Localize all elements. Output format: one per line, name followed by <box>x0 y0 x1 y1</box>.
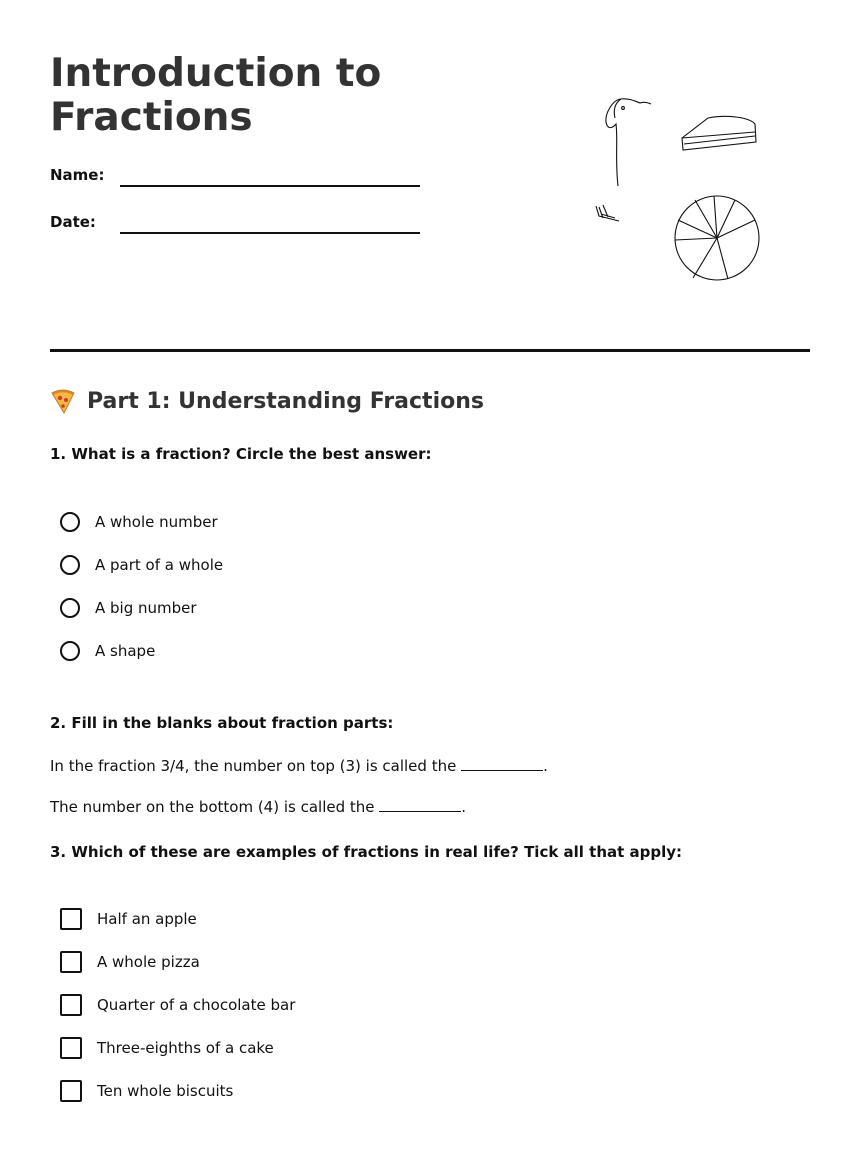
name-label: Name: <box>50 166 105 184</box>
name-field[interactable] <box>50 166 420 196</box>
pie-sketch-icon <box>675 196 759 280</box>
question-1: 1. What is a fraction? Circle the best answer: <box>50 445 432 463</box>
part-1-heading <box>50 388 484 414</box>
q1-option-label: A part of a whole <box>95 556 224 574</box>
title-line-1: Introduction to <box>50 51 382 96</box>
q3-option-label: Half an apple <box>97 910 197 928</box>
q3-option-label: Ten whole biscuits <box>97 1082 234 1100</box>
checkbox[interactable] <box>60 994 82 1016</box>
section-divider <box>50 349 810 352</box>
cake-slice-sketch-icon <box>682 116 756 150</box>
q1-option-label: A shape <box>95 642 156 660</box>
period-mark: . <box>461 798 467 816</box>
question-3: 3. Which of these are examples of fractions in real life? Tick all that apply: <box>50 843 683 861</box>
q3-option[interactable] <box>60 908 197 930</box>
answer-blank[interactable] <box>379 797 461 812</box>
answer-blank[interactable] <box>461 756 543 771</box>
q3-option-label: A whole pizza <box>97 953 200 971</box>
q3-option-label: Three-eighths of a cake <box>97 1039 274 1057</box>
q1-option[interactable] <box>60 598 197 618</box>
q2-blank-line-1 <box>50 756 548 775</box>
checkbox[interactable] <box>60 1080 82 1102</box>
q2-text-1: In the fraction 3/4, the number on top (3) is called the <box>50 757 462 775</box>
q3-option[interactable] <box>60 951 200 973</box>
date-label: Date: <box>50 213 96 231</box>
part-1-title: Part 1: Understanding Fractions <box>87 388 484 414</box>
q2-text-2: The number on the bottom (4) is called the <box>50 798 380 816</box>
q3-option[interactable] <box>60 994 295 1016</box>
name-line[interactable] <box>120 185 420 187</box>
fraction-sketches <box>585 88 770 288</box>
q1-option[interactable] <box>60 512 218 532</box>
question-2: 2. Fill in the blanks about fraction parts: <box>50 714 394 732</box>
pizza-icon <box>50 388 76 414</box>
q2-blank-line-2 <box>50 797 466 816</box>
radio-circle[interactable] <box>60 555 80 575</box>
radio-circle[interactable] <box>60 641 80 661</box>
checkbox[interactable] <box>60 908 82 930</box>
radio-circle[interactable] <box>60 512 80 532</box>
checkbox[interactable] <box>60 1037 82 1059</box>
date-line[interactable] <box>120 232 420 234</box>
q1-option[interactable] <box>60 641 155 661</box>
title-line-2: Fractions <box>50 95 253 140</box>
q1-option-label: A big number <box>95 599 197 617</box>
q1-option[interactable] <box>60 555 223 575</box>
bird-sketch-icon <box>596 99 651 221</box>
page-title <box>50 52 470 140</box>
radio-circle[interactable] <box>60 598 80 618</box>
checkbox[interactable] <box>60 951 82 973</box>
period-mark: . <box>543 757 548 775</box>
q3-option[interactable] <box>60 1037 274 1059</box>
q1-option-label: A whole number <box>95 513 218 531</box>
q3-option[interactable] <box>60 1080 233 1102</box>
q3-option-label: Quarter of a chocolate bar <box>97 996 296 1014</box>
date-field[interactable] <box>50 213 420 243</box>
